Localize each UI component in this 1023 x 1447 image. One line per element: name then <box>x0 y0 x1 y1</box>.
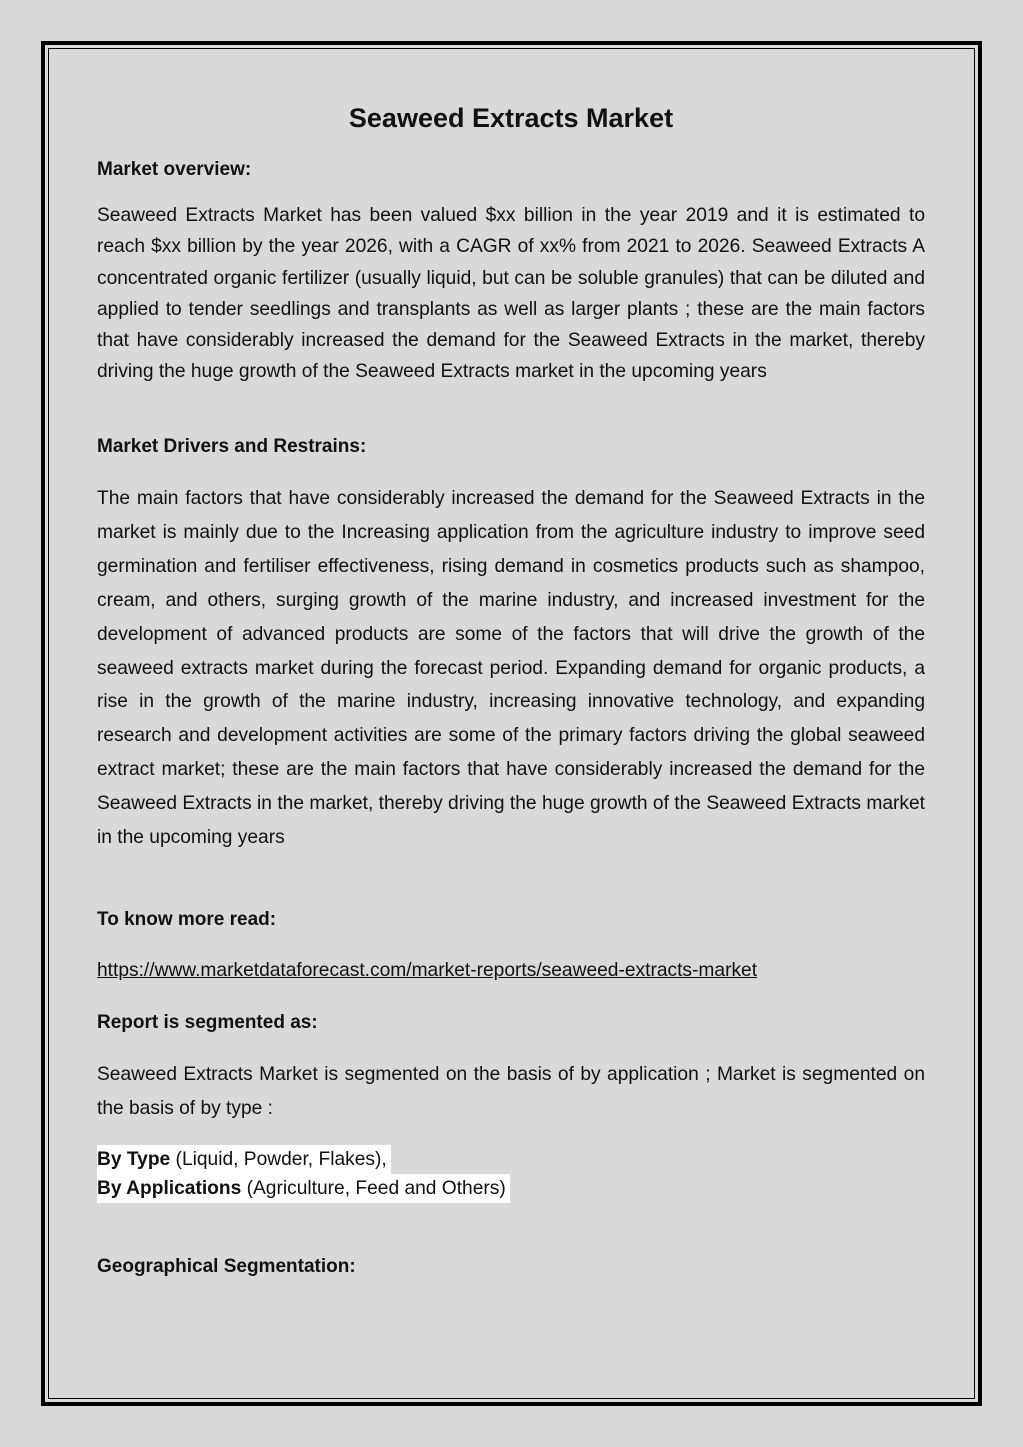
market-drivers-text: The main factors that have considerably increased the demand for the Seaweed Extracts in the market is mainly due to the Increasing application from the agriculture industry to improve seed germination and fertiliser effectiveness, rising demand in cosmetics products such as shampoo, cream, and others, surging growth of the marine industry, and increased investment for the development of advanced products are some of the factors that will drive the growth of the seaweed extracts market during the forecast period. Expanding demand for organic products, a rise in the growth of the marine industry, increasing innovative technology, and expanding research and development activities are some of the primary factors driving the global seaweed extract market; these are the main factors that have considerably increased the demand for the Seaweed Extracts in the market, thereby driving the huge growth of the Seaweed Extracts market in the upcoming years <box>97 488 925 849</box>
segment-by-type <box>97 1145 391 1174</box>
report-segmented-heading: Report is segmented as: <box>97 1012 318 1033</box>
market-overview-text: Seaweed Extracts Market has been valued $xx billion in the year 2019 and it is estimated to reach $xx billion by the year 2026, with a CAGR of xx% from 2021 to 2026. Seaweed Extracts A concentrated organic fertilizer (usually liquid, but can be soluble granules) that can be diluted and applied to tender seedlings and transplants as well as larger plants ; these are the main factors that have considerably increased the demand for the Seaweed Extracts in the market, thereby driving the huge growth of the Seaweed Extracts market in the upcoming years <box>97 205 925 383</box>
segment-by-type-values: (Liquid, Powder, Flakes), <box>170 1149 387 1170</box>
segment-list <box>97 1145 510 1203</box>
report-link[interactable]: https://www.marketdataforecast.com/market-reports/seaweed-extracts-market <box>97 960 758 981</box>
document-title: Seaweed Extracts Market <box>348 103 674 133</box>
segment-by-type-label: By Type <box>97 1149 171 1170</box>
market-drivers-heading: Market Drivers and Restrains: <box>97 436 367 457</box>
segment-by-application <box>97 1174 510 1203</box>
geographical-segmentation-heading: Geographical Segmentation: <box>97 1256 356 1277</box>
segment-by-application-label: By Applications <box>97 1178 242 1199</box>
segment-by-application-values: (Agriculture, Feed and Others) <box>241 1178 506 1199</box>
report-segmented-text: Seaweed Extracts Market is segmented on the basis of by application ; Market is segmented on the basis of by type : <box>97 1064 925 1119</box>
know-more-heading: To know more read: <box>97 909 277 930</box>
market-overview-heading: Market overview: <box>97 159 252 180</box>
